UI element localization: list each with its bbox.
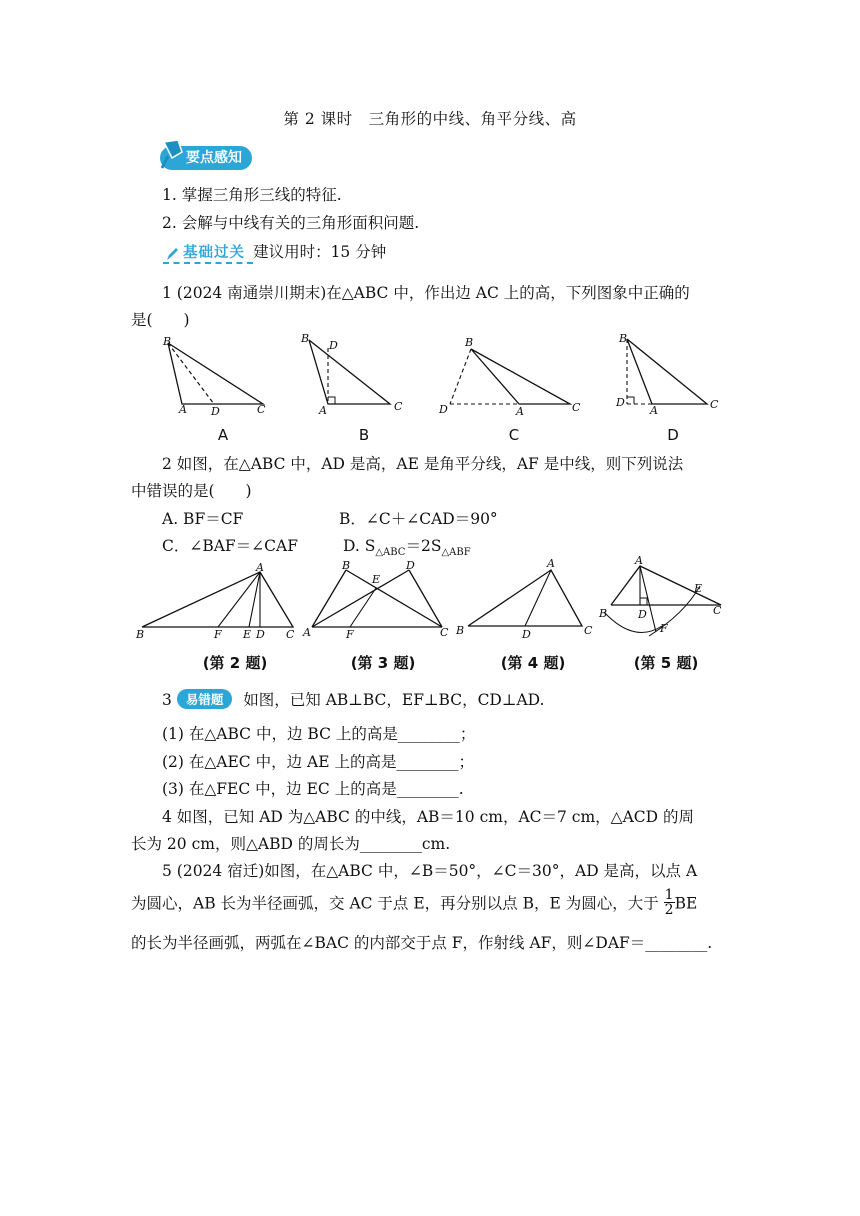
q4-stem-line2: 长为 20 cm，则△ABD 的周长为________cm. <box>131 835 451 853</box>
label-a: A <box>319 404 327 416</box>
key-point-1: 1. 掌握三角形三线的特征. <box>162 186 342 204</box>
frac-numerator: 1 <box>664 887 674 903</box>
q3-number: 3 <box>162 691 172 709</box>
q2-option-a[interactable]: A. BF＝CF <box>162 510 244 528</box>
label-f: F <box>660 622 668 635</box>
q3-part-3: (3) 在△FEC 中，边 EC 上的高是________. <box>162 780 464 798</box>
q3-part-2: (2) 在△AEC 中，边 AE 上的高是________； <box>162 753 474 771</box>
suggested-time: 建议用时：15 分钟 <box>253 243 387 261</box>
label-a: A <box>179 403 187 416</box>
q2-opt-d-sub2: △ABF <box>441 547 471 559</box>
q5-line2-text: 为圆心，AB 长为半径画弧，交 AC 于点 E，再分别以点 B，E 为圆心，大于 <box>131 894 659 913</box>
label-d: D <box>256 628 265 641</box>
fraction-half <box>664 888 675 917</box>
label-b: B <box>301 332 310 345</box>
label-e: E <box>694 582 703 595</box>
q1-figure-d <box>612 330 727 416</box>
error-prone-badge: 易错题 <box>177 689 233 709</box>
q2-option-c[interactable]: C．∠BAF＝∠CAF <box>162 537 298 555</box>
q5-stem-line1: 5 (2024 宿迁)如图，在△ABC 中，∠B＝50°，∠C＝30°，AD 是高，以点 A <box>162 862 698 880</box>
pushpin-icon <box>158 138 188 172</box>
q3-stem-text: 如图，已知 AB⊥BC，EF⊥BC，CD⊥AD. <box>243 691 545 709</box>
basic-badge <box>163 245 253 264</box>
q2-stem-line1: 2 如图，在△ABC 中，AD 是高，AE 是角平分线，AF 是中线，则下列说法 <box>162 455 684 473</box>
label-d: D <box>406 559 415 572</box>
q1-figure-a <box>155 334 265 416</box>
frac-denominator: 2 <box>664 902 674 918</box>
q2-opt-d-mid: ＝2S <box>405 537 442 555</box>
label-b: B <box>456 624 465 637</box>
label-c: C <box>584 624 593 637</box>
label-c: C <box>572 401 581 414</box>
label-b: B <box>136 628 145 641</box>
q2-opt-d-prefix: D. S <box>343 537 376 555</box>
q3-part-1: (1) 在△ABC 中，边 BC 上的高是________； <box>162 725 476 743</box>
caption-q5: (第 5 题) <box>633 654 699 672</box>
fig-q2 <box>130 560 300 642</box>
q5-line2-tail: BE <box>674 894 698 913</box>
label-b: B <box>342 559 351 572</box>
label-b: B <box>465 336 474 349</box>
fig-q5 <box>594 554 734 644</box>
q1-option-a[interactable]: A <box>217 426 229 444</box>
fig-q4 <box>452 554 600 642</box>
label-a: A <box>516 405 524 416</box>
q2-option-b[interactable]: B．∠C＋∠CAD＝90° <box>339 510 498 528</box>
label-d: D <box>638 608 647 621</box>
basic-section-header <box>163 240 386 262</box>
label-a: A <box>303 626 311 639</box>
label-c: C <box>286 628 295 641</box>
q1-option-c[interactable]: C <box>508 426 520 444</box>
key-points-badge <box>160 146 252 170</box>
label-c: C <box>257 403 265 416</box>
label-a: A <box>650 404 658 416</box>
page-title: 第 2 课时 三角形的中线、角平分线、高 <box>283 110 577 128</box>
basic-label: 基础过关 <box>183 245 245 261</box>
q1-stem-line1: 1 (2024 南通崇川期末)在△ABC 中，作出边 AC 上的高，下列图象中正确的 <box>162 284 690 302</box>
label-b: B <box>619 332 628 345</box>
label-f: F <box>346 628 354 641</box>
label-c: C <box>710 398 719 411</box>
q5-stem-line3: 的长为半径画弧，两弧在∠BAC 的内部交于点 F，作射线 AF，则∠DAF＝________. <box>131 934 713 952</box>
q4-stem-line1: 4 如图，已知 AD 为△ABC 的中线，AB＝10 cm，AC＝7 cm，△ACD 的周 <box>162 808 695 826</box>
label-c: C <box>440 626 449 639</box>
label-f: F <box>214 628 222 641</box>
q3-stem <box>162 688 544 710</box>
q5-stem-line2 <box>131 887 698 919</box>
key-points-label: 要点感知 <box>186 150 242 166</box>
label-d: D <box>329 339 338 352</box>
caption-q3: (第 3 题) <box>350 654 416 672</box>
label-d: D <box>522 628 531 641</box>
q1-stem-line2: 是( ) <box>131 311 190 329</box>
pencil-icon <box>165 246 179 262</box>
key-point-2: 2. 会解与中线有关的三角形面积问题. <box>162 214 420 232</box>
q1-option-b[interactable]: B <box>358 426 370 444</box>
q1-figure-c <box>433 334 583 416</box>
label-e: E <box>372 573 381 586</box>
q1-option-d[interactable]: D <box>667 426 679 444</box>
caption-q2: (第 2 题) <box>202 654 268 672</box>
label-c: C <box>394 400 403 413</box>
label-d: D <box>439 403 448 416</box>
q1-figure-b <box>295 330 410 416</box>
label-a: A <box>635 554 643 567</box>
label-b: B <box>599 607 608 620</box>
q2-stem-line2: 中错误的是( ) <box>131 482 252 500</box>
label-a: A <box>547 557 555 570</box>
label-d: D <box>616 396 625 409</box>
caption-q4: (第 4 题) <box>500 654 566 672</box>
label-e: E <box>243 628 252 641</box>
fig-q3 <box>302 558 454 642</box>
label-d: D <box>211 405 220 416</box>
label-c: C <box>713 604 722 617</box>
q2-opt-d-sub1: △ABC <box>375 547 406 559</box>
label-b: B <box>163 335 172 348</box>
label-a: A <box>256 561 264 574</box>
